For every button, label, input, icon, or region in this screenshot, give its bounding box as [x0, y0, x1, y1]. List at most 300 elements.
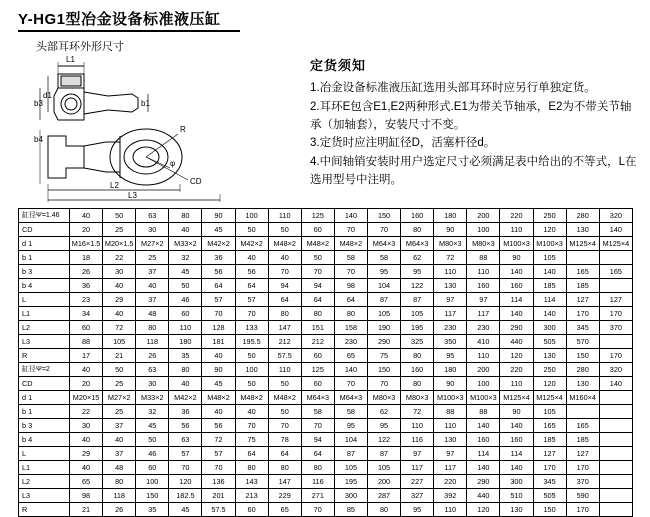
table-cell: 56	[202, 265, 235, 279]
note-item-1: 1.冶金设备标准液压缸选用头部耳环时应另行单独定货。	[310, 82, 596, 94]
table-cell: 40	[268, 251, 301, 265]
table-cell: 287	[367, 489, 400, 503]
table-cell: 150	[367, 363, 400, 377]
row-header: L	[19, 293, 70, 307]
table-cell: 30	[136, 377, 169, 391]
table-cell: 195	[401, 321, 434, 335]
table-cell: 60	[169, 307, 202, 321]
dim-label-L1: L1	[66, 55, 75, 64]
table-cell: 29	[103, 293, 136, 307]
notes-list	[310, 80, 640, 190]
table-cell: 80	[367, 503, 400, 517]
table-cell: 40	[235, 251, 268, 265]
row-header: 缸径Ψ=2	[19, 363, 70, 377]
table-cell: 150	[566, 349, 599, 363]
table-cell: 70	[202, 307, 235, 321]
table-cell: M125×4	[533, 391, 566, 405]
table-cell: 40	[169, 223, 202, 237]
table-cell: 147	[268, 475, 301, 489]
table-cell: 32	[136, 405, 169, 419]
dim-label-b4: b4	[34, 135, 43, 144]
table-cell: 25	[103, 405, 136, 419]
table-cell: 185	[566, 279, 599, 293]
table-cell: 150	[533, 503, 566, 517]
table-cell: 290	[467, 475, 500, 489]
table-cell: 40	[169, 377, 202, 391]
table-cell: 345	[533, 475, 566, 489]
table-cell: 158	[334, 321, 367, 335]
table-cell: 140	[334, 363, 367, 377]
table-cell: 98	[334, 279, 367, 293]
table-cell: 26	[70, 265, 103, 279]
table-cell: 57	[169, 447, 202, 461]
table-cell	[599, 419, 632, 433]
table-cell: 40	[202, 349, 235, 363]
table-cell: 87	[334, 447, 367, 461]
table-cell: 165	[533, 419, 566, 433]
table-cell: 122	[367, 433, 400, 447]
table-cell: 57.5	[268, 349, 301, 363]
table-cell: 170	[599, 349, 632, 363]
table-cell: 327	[401, 489, 434, 503]
table-cell: 80	[401, 349, 434, 363]
table-cell: M100×3	[434, 391, 467, 405]
table-cell: 40	[70, 433, 103, 447]
table-cell: 220	[500, 209, 533, 223]
row-header: L2	[19, 475, 70, 489]
table-cell: 505	[533, 489, 566, 503]
table-cell: 45	[136, 419, 169, 433]
table-row	[19, 237, 633, 251]
table-cell: 45	[169, 265, 202, 279]
table-cell: 105	[103, 335, 136, 349]
table-cell: M80×3	[367, 391, 400, 405]
row-header: d 1	[19, 237, 70, 251]
row-header: b 4	[19, 279, 70, 293]
table-cell: 170	[566, 461, 599, 475]
table-row	[19, 419, 633, 433]
table-cell: 117	[467, 307, 500, 321]
table-cell: 60	[301, 349, 334, 363]
table-cell: M125×4	[500, 391, 533, 405]
table-cell: 140	[467, 461, 500, 475]
table-cell: 120	[169, 475, 202, 489]
table-cell: 70	[301, 419, 334, 433]
dim-label-L2: L2	[110, 181, 119, 190]
table-cell: 165	[599, 265, 632, 279]
table-cell: 130	[434, 433, 467, 447]
table-cell: 212	[301, 335, 334, 349]
table-cell: 22	[70, 405, 103, 419]
table-cell: 110	[467, 265, 500, 279]
table-cell: 140	[500, 307, 533, 321]
table-cell: 300	[334, 489, 367, 503]
dim-label-CD: CD	[190, 177, 202, 186]
table-cell: M80×3	[401, 391, 434, 405]
table-cell: 62	[367, 405, 400, 419]
table-cell: 505	[533, 335, 566, 349]
table-cell: 87	[367, 447, 400, 461]
table-cell: 110	[268, 363, 301, 377]
table-cell: 116	[301, 475, 334, 489]
table-cell: 90	[202, 363, 235, 377]
table-cell	[566, 251, 599, 265]
table-cell: 300	[500, 475, 533, 489]
table-cell: 140	[334, 209, 367, 223]
table-cell: 80	[169, 363, 202, 377]
table-cell: 110	[169, 321, 202, 335]
table-cell: 140	[467, 419, 500, 433]
table-cell: 80	[401, 223, 434, 237]
table-cell: 70	[301, 265, 334, 279]
note-item-3: 3.定货时应注明缸径D，活塞杆径d。	[310, 137, 496, 150]
table-cell: 170	[599, 307, 632, 321]
table-cell: 410	[467, 335, 500, 349]
table-cell: 100	[136, 475, 169, 489]
table-cell	[599, 447, 632, 461]
table-cell: 140	[500, 265, 533, 279]
table-cell: 70	[367, 223, 400, 237]
table-cell: 50	[268, 223, 301, 237]
table-cell: 65	[268, 503, 301, 517]
table-cell: M42×2	[235, 237, 268, 251]
row-header: 缸径Ψ=1.46	[19, 209, 70, 223]
row-header: L1	[19, 307, 70, 321]
table-cell: 80	[301, 461, 334, 475]
table-cell	[599, 405, 632, 419]
table-cell: 90	[202, 209, 235, 223]
table-cell: 70	[367, 377, 400, 391]
table-cell: 58	[301, 405, 334, 419]
table-cell: 95	[334, 419, 367, 433]
table-cell: 45	[169, 503, 202, 517]
table-cell: 50	[103, 209, 136, 223]
table-cell	[599, 433, 632, 447]
table-cell: 280	[566, 363, 599, 377]
table-cell: 440	[467, 489, 500, 503]
table-cell: 114	[467, 447, 500, 461]
table-cell: 26	[136, 349, 169, 363]
table-cell: M160×4	[566, 391, 599, 405]
table-cell: 230	[467, 321, 500, 335]
table-row	[19, 209, 633, 223]
table-cell: 36	[202, 251, 235, 265]
dim-label-phi: φ	[170, 159, 176, 168]
table-cell: 185	[533, 279, 566, 293]
table-cell: 125	[301, 363, 334, 377]
table-cell: 57	[202, 447, 235, 461]
table-cell: 90	[500, 405, 533, 419]
table-cell: 229	[268, 489, 301, 503]
table-cell: 80	[103, 475, 136, 489]
table-cell: 213	[235, 489, 268, 503]
table-cell: 50	[268, 377, 301, 391]
table-cell: 88	[467, 251, 500, 265]
table-cell: M125×4	[599, 237, 632, 251]
table-cell: 57.5	[202, 503, 235, 517]
table-cell: 90	[500, 251, 533, 265]
table-row	[19, 363, 633, 377]
table-cell: 80	[169, 209, 202, 223]
table-cell: 95	[401, 503, 434, 517]
table-row	[19, 475, 633, 489]
technical-drawing	[20, 50, 300, 205]
table-cell: 95	[434, 349, 467, 363]
table-cell: 22	[103, 251, 136, 265]
table-cell: 94	[268, 279, 301, 293]
table-cell: M100×3	[533, 237, 566, 251]
table-cell: M100×3	[500, 237, 533, 251]
table-cell: 25	[103, 377, 136, 391]
table-cell: 97	[434, 447, 467, 461]
table-cell	[599, 279, 632, 293]
row-header: L2	[19, 321, 70, 335]
table-cell: 392	[434, 489, 467, 503]
table-cell: 104	[367, 279, 400, 293]
dim-label-R: R	[180, 125, 186, 134]
table-cell: 510	[500, 489, 533, 503]
table-cell: 70	[268, 419, 301, 433]
table-row	[19, 251, 633, 265]
table-cell: 50	[235, 377, 268, 391]
table-cell: M100×3	[467, 391, 500, 405]
table-cell: 48	[103, 461, 136, 475]
table-cell: 140	[533, 307, 566, 321]
table-cell: 136	[202, 475, 235, 489]
drawing-svg	[20, 50, 300, 205]
table-cell: 95	[401, 265, 434, 279]
table-cell: 195	[334, 475, 367, 489]
table-cell: 110	[434, 265, 467, 279]
table-cell: 37	[103, 419, 136, 433]
table-cell: 40	[70, 209, 103, 223]
table-cell: M64×3	[301, 391, 334, 405]
table-cell: 78	[268, 433, 301, 447]
table-cell: 40	[202, 405, 235, 419]
table-cell: M48×2	[301, 237, 334, 251]
table-cell: 181	[202, 335, 235, 349]
table-cell: 64	[301, 447, 334, 461]
table-cell: 140	[599, 377, 632, 391]
table-cell: 62	[401, 251, 434, 265]
table-cell: 370	[566, 475, 599, 489]
row-header: b 4	[19, 433, 70, 447]
table-cell: 200	[467, 363, 500, 377]
table-cell: M64×3	[334, 391, 367, 405]
row-header: R	[19, 349, 70, 363]
table-cell: 130	[500, 503, 533, 517]
table-cell: 35	[136, 503, 169, 517]
table-cell: 120	[467, 503, 500, 517]
table-cell: 105	[533, 251, 566, 265]
table-cell: 290	[500, 321, 533, 335]
dim-label-L3: L3	[128, 191, 137, 200]
table-cell: 40	[70, 461, 103, 475]
table-cell	[599, 461, 632, 475]
table-cell: 125	[301, 209, 334, 223]
table-cell: 160	[467, 433, 500, 447]
table-cell: 325	[401, 335, 434, 349]
table-cell: 120	[533, 223, 566, 237]
table-cell: 80	[301, 307, 334, 321]
table-cell: 72	[103, 321, 136, 335]
order-notes	[310, 55, 640, 191]
table-cell: M48×2	[334, 237, 367, 251]
table-cell: 440	[500, 335, 533, 349]
table-cell: 250	[533, 209, 566, 223]
table-cell: 50	[136, 433, 169, 447]
table-cell: 87	[367, 293, 400, 307]
table-cell: 220	[434, 475, 467, 489]
dim-label-d1: d1	[43, 91, 52, 100]
table-cell: 56	[202, 419, 235, 433]
table-cell: 230	[334, 335, 367, 349]
table-row	[19, 321, 633, 335]
table-cell: 64	[268, 293, 301, 307]
table-cell: 50	[235, 223, 268, 237]
table-cell: 128	[202, 321, 235, 335]
table-cell: 160	[401, 363, 434, 377]
table-row	[19, 377, 633, 391]
table-cell: 200	[367, 475, 400, 489]
table-row	[19, 489, 633, 503]
table-cell: 110	[434, 503, 467, 517]
table-cell: 60	[235, 503, 268, 517]
table-cell: 100	[235, 363, 268, 377]
table-cell: 70	[235, 307, 268, 321]
table-cell: 133	[235, 321, 268, 335]
table-cell: 37	[103, 447, 136, 461]
table-cell: 105	[367, 307, 400, 321]
table-cell: 165	[566, 265, 599, 279]
spec-table-2-wrap	[18, 362, 633, 517]
table-cell: 116	[401, 433, 434, 447]
table-cell: 30	[136, 223, 169, 237]
table-cell: 170	[566, 503, 599, 517]
table-cell: 46	[169, 293, 202, 307]
table-cell: 18	[70, 251, 103, 265]
table-cell: M48×2	[268, 237, 301, 251]
table-cell: 117	[434, 307, 467, 321]
table-cell: 127	[533, 447, 566, 461]
table-cell: 140	[500, 419, 533, 433]
table-cell: 85	[334, 503, 367, 517]
table-cell: 190	[367, 321, 400, 335]
table-cell: 95	[367, 419, 400, 433]
table-cell: 80	[268, 461, 301, 475]
table-cell: M48×2	[268, 391, 301, 405]
table-cell: 20	[70, 377, 103, 391]
table-cell: 120	[533, 377, 566, 391]
table-cell: 37	[136, 293, 169, 307]
table-cell: 117	[434, 461, 467, 475]
table-cell: M20×1.5	[103, 237, 136, 251]
table-row	[19, 433, 633, 447]
table-cell: 201	[202, 489, 235, 503]
table-cell	[599, 391, 632, 405]
table-cell: 40	[136, 279, 169, 293]
table-cell: M33×2	[169, 237, 202, 251]
table-cell: 35	[169, 349, 202, 363]
table-cell: 160	[500, 433, 533, 447]
table-cell: 94	[301, 433, 334, 447]
table-cell: 110	[434, 419, 467, 433]
row-header: b 1	[19, 405, 70, 419]
table-cell: 70	[301, 503, 334, 517]
table-cell: M33×2	[136, 391, 169, 405]
table-cell: 45	[202, 377, 235, 391]
spec-table-1-wrap	[18, 208, 633, 363]
table-cell: 80	[235, 461, 268, 475]
table-cell: M16×1.5	[70, 237, 103, 251]
table-cell: 88	[70, 335, 103, 349]
table-cell: 182.5	[169, 489, 202, 503]
table-cell: 185	[533, 433, 566, 447]
table-cell: 58	[367, 251, 400, 265]
row-header: L1	[19, 461, 70, 475]
table-cell: 300	[533, 321, 566, 335]
table-cell: 40	[103, 433, 136, 447]
table-cell: 290	[367, 335, 400, 349]
table-cell: 50	[169, 279, 202, 293]
row-header: b 3	[19, 419, 70, 433]
table-cell	[599, 335, 632, 349]
table-cell: 114	[500, 447, 533, 461]
table-cell: 120	[500, 349, 533, 363]
table-cell: 100	[467, 377, 500, 391]
table-cell: 320	[599, 209, 632, 223]
table-cell: 75	[235, 433, 268, 447]
table-cell: 50	[103, 363, 136, 377]
table-cell: 590	[566, 489, 599, 503]
table-cell: 70	[334, 377, 367, 391]
table-cell: 150	[136, 489, 169, 503]
table-cell: 150	[367, 209, 400, 223]
table-cell: 570	[566, 335, 599, 349]
table-cell: 50	[301, 251, 334, 265]
table-cell: 80	[136, 321, 169, 335]
title-underline	[18, 30, 240, 32]
table-cell: 25	[103, 223, 136, 237]
table-cell: 70	[169, 461, 202, 475]
table-cell: 370	[599, 321, 632, 335]
notes-heading: 定货须知	[310, 58, 367, 73]
spec-table-1	[18, 208, 633, 363]
table-cell: 25	[136, 251, 169, 265]
table-cell: M64×3	[401, 237, 434, 251]
table-cell: 350	[434, 335, 467, 349]
table-cell: 21	[103, 349, 136, 363]
table-row	[19, 335, 633, 349]
table-cell: 63	[169, 433, 202, 447]
table-row	[19, 293, 633, 307]
row-header: b 3	[19, 265, 70, 279]
table-cell: 88	[467, 405, 500, 419]
table-cell: 127	[566, 293, 599, 307]
table-cell: 345	[566, 321, 599, 335]
table-cell: 160	[401, 209, 434, 223]
table-cell: 147	[268, 321, 301, 335]
table-cell: 75	[367, 349, 400, 363]
table-cell: 127	[566, 447, 599, 461]
table-cell: 58	[334, 251, 367, 265]
table-row	[19, 307, 633, 321]
table-cell: 60	[301, 377, 334, 391]
table-cell: 63	[136, 209, 169, 223]
table-cell: 212	[268, 335, 301, 349]
table-cell: 100	[235, 209, 268, 223]
table-cell: 40	[235, 405, 268, 419]
